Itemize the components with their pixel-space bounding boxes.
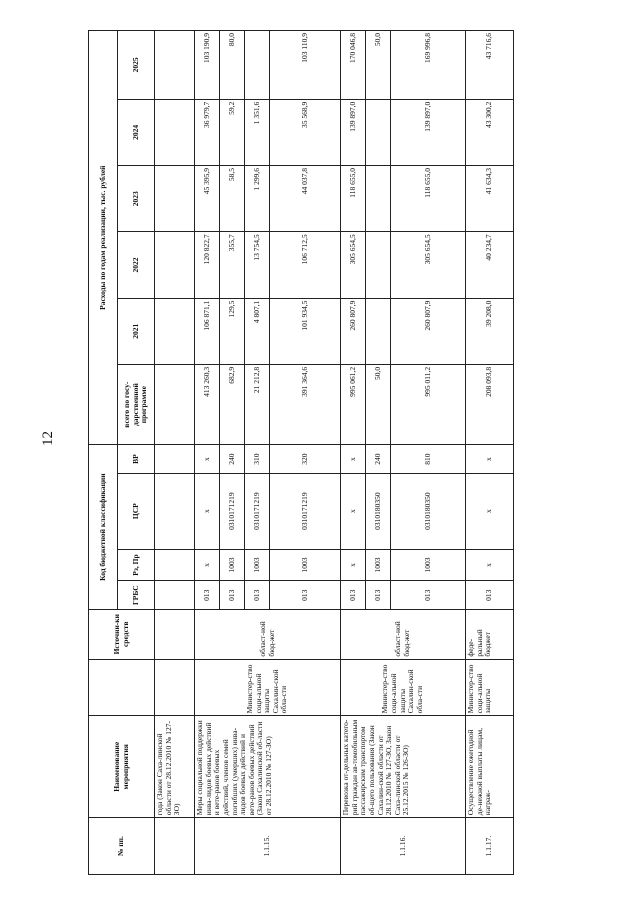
- cell-2021: [366, 298, 391, 364]
- header-row-1: [89, 31, 118, 875]
- cell-2024: 35 568,9: [270, 99, 341, 165]
- cell-vr: х: [341, 445, 366, 473]
- header-2024: 2024: [118, 99, 155, 165]
- cell-grbs: 013: [341, 581, 366, 609]
- row-number: 1.1.17.: [466, 818, 514, 875]
- header-vr: ВР: [118, 445, 155, 473]
- cell-2021: 106 871,1: [195, 298, 220, 364]
- row-executor: Министер-ство соци-альной защиты Сахалин-ской обла-сти: [341, 659, 466, 716]
- cell-grbs: 013: [366, 581, 391, 609]
- cell-total: 413 260,3: [195, 364, 220, 444]
- row-source: област-ной бюд-жет: [341, 609, 466, 659]
- cell-grbs: 013: [391, 581, 466, 609]
- cell-vr: 810: [391, 445, 466, 473]
- header-2023: 2023: [118, 166, 155, 232]
- cell-2025: 50,0: [366, 31, 391, 100]
- budget-table: [88, 30, 514, 875]
- cell-2023: 1 299,6: [245, 166, 270, 232]
- header-total: всего по госу-дарственной программе: [118, 364, 155, 444]
- cell-2023: 45 395,9: [195, 166, 220, 232]
- row-executor: Министер-ство соци-альной защиты Сахалин-ской обла-сти: [195, 659, 341, 716]
- header-grbs: ГРБС: [118, 581, 155, 609]
- row-name: Меры социальной поддержки инва-лидов боевых действий и вете-ранов боевых действий, членов семей погибших (умерших) инва-лидов боевых действий и вете-ранов боевых действий (Закон Сахалинской об-ласти от 28.12.2010 № 127-ЗО): [195, 716, 341, 818]
- cell-total: 391 364,6: [270, 364, 341, 444]
- row-source: област-ной бюд-жет: [195, 609, 341, 659]
- cell-2022: 40 234,7: [466, 232, 514, 298]
- cell-2022: 305 654,5: [341, 232, 366, 298]
- cell-2024: 139 897,0: [341, 99, 366, 165]
- cell-csr: 0310171219: [270, 473, 341, 549]
- header-executor: [89, 659, 155, 716]
- table-row: [155, 31, 195, 875]
- header-source: Источни-ки средств: [89, 609, 155, 659]
- cell-csr: 0310171219: [220, 473, 245, 549]
- cell-2025: 80,0: [220, 31, 245, 100]
- cell-vr: х: [195, 445, 220, 473]
- cell-rzpr: х: [341, 549, 366, 581]
- header-rzpr: Рз, Пр: [118, 549, 155, 581]
- cell-2021: 260 807,9: [391, 298, 466, 364]
- cell-2021: 4 807,1: [245, 298, 270, 364]
- cell-vr: 240: [366, 445, 391, 473]
- cell-csr: х: [466, 473, 514, 549]
- cell-2025: [245, 31, 270, 100]
- table-row: [341, 31, 366, 875]
- cell-total: 21 212,8: [245, 364, 270, 444]
- cell-rzpr: х: [195, 549, 220, 581]
- cell-total: 995 061,2: [341, 364, 366, 444]
- cell-2022: [366, 232, 391, 298]
- cell-total: 50,0: [366, 364, 391, 444]
- cell-2025: 103 190,9: [195, 31, 220, 100]
- row-name: Перевозка от-дельных катего-рий граждан ав-томобильным пассажирским транспортом об-щего пользования (Закон Сахалин-ской области от 28.12.2010 № 127-ЗО, Закон Саха-линской области от 25.12.2015 № 126-ЗО): [341, 716, 466, 818]
- header-spend-group: Расходы по годам реализации, тыс. рублей: [89, 31, 118, 445]
- cell-2022: 106 712,5: [270, 232, 341, 298]
- cell-total: 208 093,8: [466, 364, 514, 444]
- cell-csr: 0310180350: [391, 473, 466, 549]
- cell-2021: 129,5: [220, 298, 245, 364]
- cell-2023: [366, 166, 391, 232]
- header-2021: 2021: [118, 298, 155, 364]
- cell-2024: 36 979,7: [195, 99, 220, 165]
- header-name: Наименование мероприятия: [89, 716, 155, 818]
- cont-name: года (Закон Саха-линской области от 28.12.2010 № 127-ЗО): [155, 716, 195, 818]
- cell-csr: 0310180350: [366, 473, 391, 549]
- cell-2022: 355,7: [220, 232, 245, 298]
- table-row: [466, 31, 514, 875]
- cell-vr: 240: [220, 445, 245, 473]
- cell-rzpr: 1003: [391, 549, 466, 581]
- cell-csr: х: [195, 473, 220, 549]
- cell-2023: 118 655,0: [341, 166, 366, 232]
- cell-csr: х: [341, 473, 366, 549]
- row-name: Осуществление ежегодной де-нежной выплаты лицам, награж-: [466, 716, 514, 818]
- row-number: 1.1.15.: [195, 818, 341, 875]
- cell-rzpr: 1003: [220, 549, 245, 581]
- cell-2023: 58,5: [220, 166, 245, 232]
- row-number: 1.1.16.: [341, 818, 466, 875]
- page-number: 12: [40, 431, 56, 446]
- cell-grbs: 013: [466, 581, 514, 609]
- cell-2024: 1 351,6: [245, 99, 270, 165]
- cell-2022: 305 654,5: [391, 232, 466, 298]
- cell-grbs: 013: [220, 581, 245, 609]
- cell-rzpr: 1003: [270, 549, 341, 581]
- cell-2022: 13 754,5: [245, 232, 270, 298]
- cell-2024: 59,2: [220, 99, 245, 165]
- header-csr: ЦСР: [118, 473, 155, 549]
- cell-vr: 310: [245, 445, 270, 473]
- cell-2024: 43 300,2: [466, 99, 514, 165]
- row-executor: Министер-ство соци-альной защиты: [466, 659, 514, 716]
- header-2025: 2025: [118, 31, 155, 100]
- cell-2025: 103 110,9: [270, 31, 341, 100]
- cell-2021: 260 807,9: [341, 298, 366, 364]
- cell-rzpr: 1003: [245, 549, 270, 581]
- header-num: № пп.: [89, 818, 155, 875]
- cell-rzpr: 1003: [366, 549, 391, 581]
- cell-2023: 41 634,3: [466, 166, 514, 232]
- cell-vr: 320: [270, 445, 341, 473]
- row-source: феде-ральный бюджет: [466, 609, 514, 659]
- cell-2021: 39 208,0: [466, 298, 514, 364]
- cell-csr: 0310171219: [245, 473, 270, 549]
- cell-2025: 169 996,8: [391, 31, 466, 100]
- cell-2024: 139 897,0: [391, 99, 466, 165]
- cell-grbs: 013: [195, 581, 220, 609]
- cell-2024: [366, 99, 391, 165]
- cell-grbs: 013: [245, 581, 270, 609]
- cell-2025: 43 716,6: [466, 31, 514, 100]
- cell-2021: 101 934,5: [270, 298, 341, 364]
- cell-grbs: 013: [270, 581, 341, 609]
- cell-vr: х: [466, 445, 514, 473]
- cell-rzpr: х: [466, 549, 514, 581]
- cell-2022: 120 822,7: [195, 232, 220, 298]
- cell-total: 682,9: [220, 364, 245, 444]
- header-2022: 2022: [118, 232, 155, 298]
- cell-2023: 44 037,8: [270, 166, 341, 232]
- cell-total: 995 011,2: [391, 364, 466, 444]
- cell-2025: 170 046,8: [341, 31, 366, 100]
- header-code-group: Код бюджетной классификации: [89, 445, 118, 610]
- rotated-table-wrapper: [88, 30, 609, 875]
- cell-2023: 118 655,0: [391, 166, 466, 232]
- table-row: [195, 31, 220, 875]
